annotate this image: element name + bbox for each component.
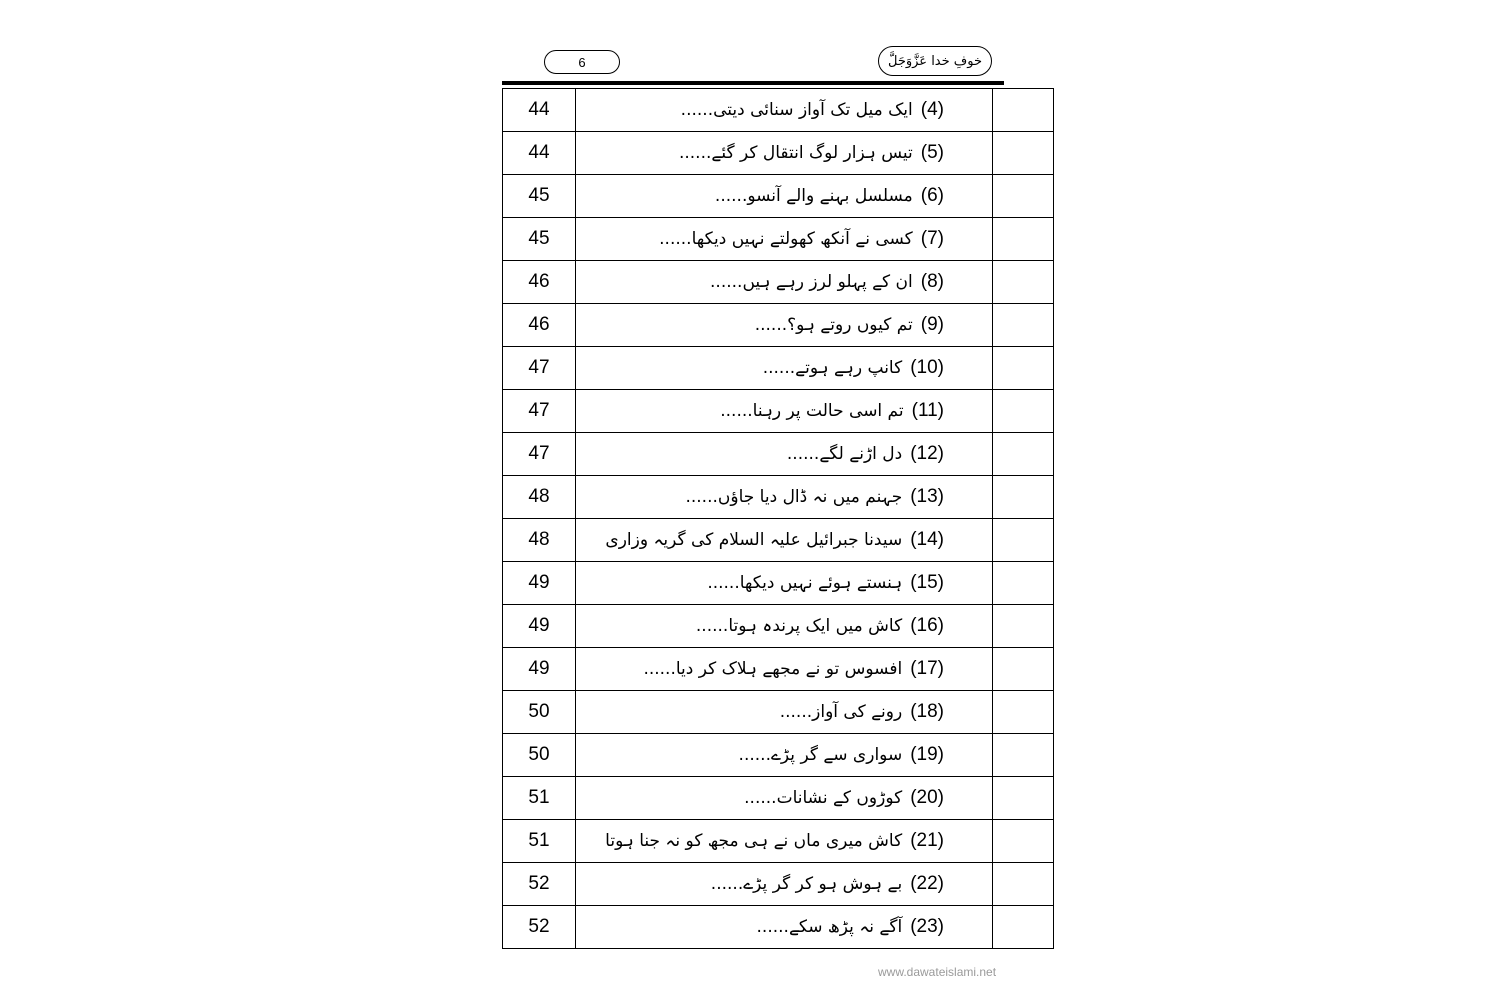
entry-number: (13) bbox=[910, 486, 944, 507]
table-row bbox=[503, 304, 1054, 347]
page-header bbox=[502, 46, 1004, 86]
table-row bbox=[503, 734, 1054, 777]
table-row bbox=[503, 820, 1054, 863]
entry-title: تم کیوں روتے ہو؟...... bbox=[754, 315, 913, 335]
table-row bbox=[503, 390, 1054, 433]
entry-number: (14) bbox=[910, 529, 944, 550]
page-number-cell: 52 bbox=[503, 906, 576, 949]
blank-cell bbox=[993, 261, 1054, 304]
table-row bbox=[503, 175, 1054, 218]
entry-title: کاش میری ماں نے ہی مجھ کو نہ جنا ہوتا bbox=[605, 831, 903, 851]
entry-title-cell bbox=[576, 433, 993, 476]
entry-title-cell bbox=[576, 820, 993, 863]
blank-cell bbox=[993, 304, 1054, 347]
header-rule bbox=[502, 81, 1004, 85]
entry-title: جہنم میں نہ ڈال دیا جاؤں...... bbox=[685, 487, 903, 507]
page-number-cell: 49 bbox=[503, 648, 576, 691]
entry-title: کسی نے آنکھ کھولتے نہیں دیکھا...... bbox=[659, 229, 913, 249]
blank-cell bbox=[993, 218, 1054, 261]
entry-title-cell bbox=[576, 132, 993, 175]
entry-title-cell bbox=[576, 519, 993, 562]
entry-title-cell bbox=[576, 347, 993, 390]
entry-title: تیس ہزار لوگ انتقال کر گئے...... bbox=[678, 143, 913, 163]
entry-title: دل اڑنے لگے...... bbox=[786, 444, 903, 464]
page-number-cell: 44 bbox=[503, 132, 576, 175]
entry-title-cell bbox=[576, 261, 993, 304]
entry-title: ان کے پہلو لرز رہے ہیں...... bbox=[710, 272, 913, 292]
entry-title: ایک میل تک آواز سنائی دیتی...... bbox=[680, 100, 913, 120]
page-number-cell: 44 bbox=[503, 89, 576, 132]
entry-number: (12) bbox=[910, 443, 944, 464]
entry-number: (4) bbox=[920, 99, 944, 120]
entry-title-cell bbox=[576, 390, 993, 433]
toc-body bbox=[503, 89, 1054, 949]
table-row bbox=[503, 519, 1054, 562]
entry-title-cell bbox=[576, 863, 993, 906]
table-row bbox=[503, 648, 1054, 691]
entry-title-cell bbox=[576, 691, 993, 734]
entry-title-cell bbox=[576, 648, 993, 691]
page-number-cell: 46 bbox=[503, 261, 576, 304]
table-row bbox=[503, 89, 1054, 132]
entry-title: کانپ رہے ہوتے...... bbox=[762, 358, 903, 378]
page-number-cell: 52 bbox=[503, 863, 576, 906]
page-number-cell: 47 bbox=[503, 390, 576, 433]
page-number-cell: 48 bbox=[503, 519, 576, 562]
entry-title-cell bbox=[576, 777, 993, 820]
table-row bbox=[503, 562, 1054, 605]
book-title: خوفِ خدا عَزَّوَجَلَّ bbox=[878, 46, 992, 76]
blank-cell bbox=[993, 648, 1054, 691]
entry-number: (20) bbox=[910, 787, 944, 808]
entry-number: (6) bbox=[920, 185, 944, 206]
blank-cell bbox=[993, 390, 1054, 433]
table-row bbox=[503, 906, 1054, 949]
entry-number: (8) bbox=[920, 271, 944, 292]
page-number-cell: 50 bbox=[503, 691, 576, 734]
table-row bbox=[503, 605, 1054, 648]
page-number: 6 bbox=[544, 50, 620, 74]
entry-number: (7) bbox=[920, 228, 944, 249]
blank-cell bbox=[993, 132, 1054, 175]
entry-title: مسلسل بہنے والے آنسو...... bbox=[714, 186, 913, 206]
table-row bbox=[503, 476, 1054, 519]
entry-title-cell bbox=[576, 175, 993, 218]
entry-title: سواری سے گر پڑے...... bbox=[738, 745, 903, 765]
entry-number: (11) bbox=[911, 400, 944, 421]
entry-title: آگے نہ پڑھ سکے...... bbox=[756, 917, 903, 937]
entry-title-cell bbox=[576, 476, 993, 519]
blank-cell bbox=[993, 820, 1054, 863]
blank-cell bbox=[993, 89, 1054, 132]
page-number-cell: 47 bbox=[503, 433, 576, 476]
page-number-cell: 49 bbox=[503, 605, 576, 648]
entry-title: تم اسی حالت پر رہنا...... bbox=[720, 401, 904, 421]
page-number-cell: 49 bbox=[503, 562, 576, 605]
page-number-cell: 45 bbox=[503, 175, 576, 218]
entry-title: بے ہوش ہو کر گر پڑے...... bbox=[710, 874, 903, 894]
table-row bbox=[503, 691, 1054, 734]
entry-title: سیدنا جبرائیل علیہ السلام کی گریہ وزاری bbox=[605, 530, 903, 550]
table-row bbox=[503, 433, 1054, 476]
table-row bbox=[503, 218, 1054, 261]
page-number-cell: 48 bbox=[503, 476, 576, 519]
website-url: www.dawateislami.net bbox=[878, 965, 997, 979]
blank-cell bbox=[993, 777, 1054, 820]
table-row bbox=[503, 863, 1054, 906]
entry-number: (16) bbox=[910, 615, 944, 636]
blank-cell bbox=[993, 734, 1054, 777]
entry-number: (19) bbox=[910, 744, 944, 765]
entry-number: (15) bbox=[910, 572, 944, 593]
page-number-cell: 50 bbox=[503, 734, 576, 777]
entry-number: (10) bbox=[910, 357, 944, 378]
entry-number: (18) bbox=[910, 701, 944, 722]
entry-title-cell bbox=[576, 562, 993, 605]
entry-number: (17) bbox=[910, 658, 944, 679]
entry-title-cell bbox=[576, 605, 993, 648]
entry-title-cell bbox=[576, 218, 993, 261]
entry-title-cell bbox=[576, 906, 993, 949]
table-row bbox=[503, 777, 1054, 820]
entry-title: کاش میں ایک پرندہ ہوتا...... bbox=[695, 616, 903, 636]
page-number-cell: 51 bbox=[503, 820, 576, 863]
table-row bbox=[503, 347, 1054, 390]
blank-cell bbox=[993, 691, 1054, 734]
blank-cell bbox=[993, 906, 1054, 949]
entry-number: (23) bbox=[910, 916, 944, 937]
blank-cell bbox=[993, 863, 1054, 906]
blank-cell bbox=[993, 562, 1054, 605]
entry-title-cell bbox=[576, 89, 993, 132]
blank-cell bbox=[993, 347, 1054, 390]
page-number-cell: 45 bbox=[503, 218, 576, 261]
entry-title: ہنستے ہوئے نہیں دیکھا...... bbox=[707, 573, 903, 593]
page-number-cell: 47 bbox=[503, 347, 576, 390]
blank-cell bbox=[993, 175, 1054, 218]
blank-cell bbox=[993, 605, 1054, 648]
table-row bbox=[503, 132, 1054, 175]
entry-number: (21) bbox=[910, 830, 944, 851]
page-number-cell: 46 bbox=[503, 304, 576, 347]
entry-title: کوڑوں کے نشانات...... bbox=[744, 788, 903, 808]
table-row bbox=[503, 261, 1054, 304]
entry-title-cell bbox=[576, 304, 993, 347]
blank-cell bbox=[993, 476, 1054, 519]
entry-number: (9) bbox=[920, 314, 944, 335]
entry-title: افسوس تو نے مجھے ہلاک کر دیا...... bbox=[643, 659, 903, 679]
table-of-contents bbox=[502, 88, 1054, 949]
entry-number: (5) bbox=[920, 142, 944, 163]
entry-title-cell bbox=[576, 734, 993, 777]
entry-title: رونے کی آواز...... bbox=[779, 702, 903, 722]
entry-number: (22) bbox=[910, 873, 944, 894]
page-number-cell: 51 bbox=[503, 777, 576, 820]
blank-cell bbox=[993, 433, 1054, 476]
blank-cell bbox=[993, 519, 1054, 562]
